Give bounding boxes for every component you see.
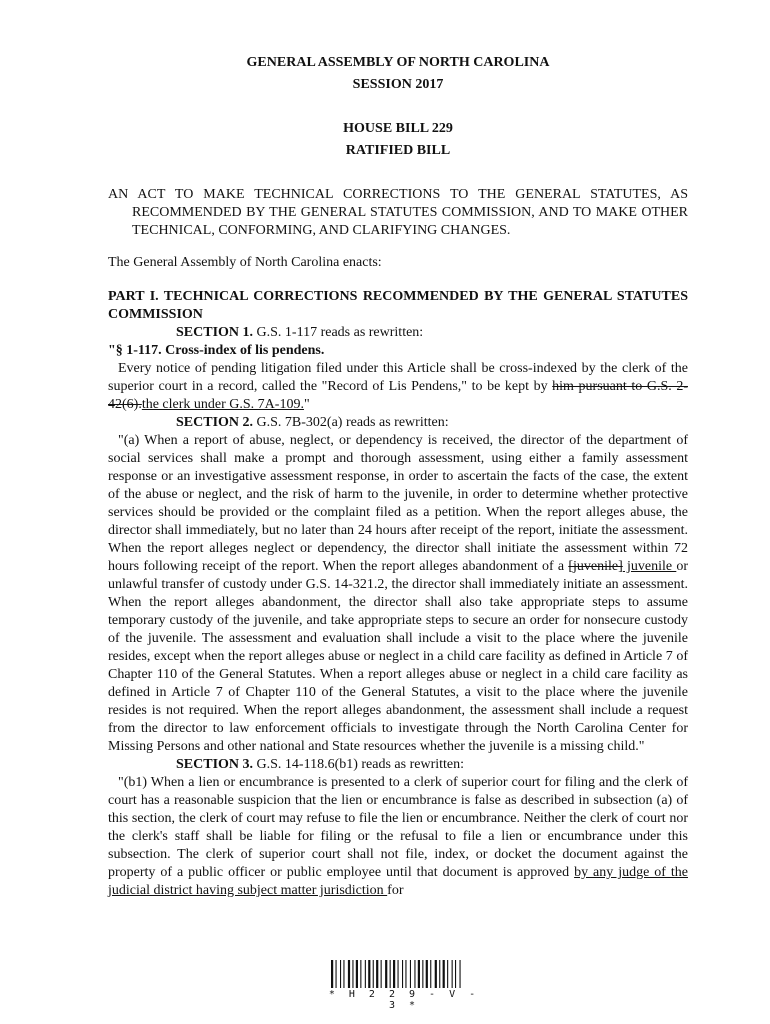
section-intro: G.S. 1-117 reads as rewritten: [253,325,424,340]
barcode-bar [376,960,378,988]
barcode-bar [373,960,374,988]
section-1-heading [108,324,688,342]
section-label: SECTION 1. [176,325,254,340]
barcode-bar [410,960,411,988]
barcode-image [331,960,477,988]
barcode-bar [398,960,399,988]
barcode-bar [426,960,428,988]
barcode-bar [352,960,353,988]
barcode-bar [422,960,423,988]
barcode-bar [443,960,445,988]
section-label: SECTION 3. [176,757,254,772]
bill-status: RATIFIED BILL [345,143,451,158]
bill-number: HOUSE BILL 229 [343,121,453,136]
barcode-bar [439,960,440,988]
barcode-bar [360,960,361,988]
barcode-bar [365,960,366,988]
section-2-body: "(a) When a report of abuse, neglect, or dependency is received, the director of the department of social services shall make a prompt and thorough assessment, using either a family assessment response or an investigative assessment response, in order to ascertain the facts of the case, the extent of the abuse or neglect, and the risk of harm to the juvenile, in order to determine whether protective services should be provided or the complaint filed as a petition. When the report alleges abuse, the director shall immediately, but no later than 24 hours after receipt of the report, initiate the assessment. When the report alleges neglect or dependency, the director shall initiate the assessment within 72 hours following receipt of the report. When the report alleges abandonment of a [juvenile] juvenile or unlawful transfer of custody under G.S. 14-321.2, the director shall immediately initiate an assessment. When the report alleges abandonment, the director shall also take appropriate steps to assume temporary custody of the juvenile, and take appropriate steps to secure an order for nonsecure custody of the juvenile. The assessment and evaluation shall include a visit to the place where the juvenile resides, except when the report alleges abuse or neglect in a child care facility as defined in Article 7 of Chapter 110 of the General Statutes. When a report alleges abuse or neglect in a child care facility as defined in Article 7 of Chapter 110 of the General Statutes, a visit to the place where the juvenile resides is not required. When the report alleges abandonment, the assessment shall include a request from the director to law enforcement officials to investigate through the North Carolina Center for Missing Persons and other national and State resources whether the juvenile is a missing child." [108,433,688,754]
barcode-bar [331,960,333,988]
section-label: SECTION 2. [176,415,254,430]
section-3-body: "(b1) When a lien or encumbrance is presented to a clerk of superior court for filing and the clerk of court has a reasonable suspicion that the lien or encumbrance is false as described in subsection (a) of this section, the clerk of court may refuse to file the lien or encumbrance. Neither the clerk of court nor the clerk's staff shall be liable for filing or the refusal to file a lien or encumbrance under this subsection. The clerk of superior court shall not file, index, or docket the document against the property of a public officer or public employee until that document is approved by any judge of the judicial district having subject matter jurisdiction for [108,775,688,898]
enacting-clause: The General Assembly of North Carolina enacts: [108,255,382,270]
barcode-bar [430,960,431,988]
struck-text: [juvenile] [568,559,623,574]
barcode-bar [385,960,387,988]
barcode-bar [455,960,456,988]
barcode-bar [343,960,344,988]
inserted-text: juvenile [622,559,677,574]
inserted-text: the clerk under G.S. 7A-109. [141,397,304,412]
inserted-text: by any judge of the judicial district having subject matter jurisdiction [108,865,688,898]
barcode-bar [368,960,370,988]
statute-catchline: "§ 1-117. Cross-index of lis pendens. [108,343,325,358]
assembly-title: GENERAL ASSEMBLY OF NORTH CAROLINA [246,55,550,70]
barcode-text: * H 2 2 9 - V - 3 * [328,989,480,1011]
barcode-bar [452,960,453,988]
bill-header [108,52,688,162]
barcode-bar [340,960,341,988]
barcode-bar [435,960,437,988]
barcode-bar [460,960,461,988]
barcode-bar [348,960,350,988]
barcode-bar [393,960,395,988]
barcode-bar [447,960,448,988]
barcode-bar [405,960,406,988]
struck-text: him pursuant to G.S. 2-42(6). [108,379,688,412]
section-intro: G.S. 14-118.6(b1) reads as rewritten: [253,757,465,772]
barcode-bar [356,960,358,988]
section-3-heading [108,756,688,774]
barcode-bar [390,960,391,988]
session-title: SESSION 2017 [352,77,444,92]
barcode-bar [414,960,415,988]
section-intro: G.S. 7B-302(a) reads as rewritten: [253,415,449,430]
act-title: AN ACT TO MAKE TECHNICAL CORRECTIONS TO THE GENERAL STATUTES, AS RECOMMENDED BY THE GENERAL STATUTES COMMISSION, AND TO MAKE OTHER TECHNICAL, CONFORMING, AND CLARIFYING CHANGES. [108,187,688,238]
part-heading: PART I. TECHNICAL CORRECTIONS RECOMMENDED BY THE GENERAL STATUTES COMMISSION [108,289,688,322]
barcode-bar [402,960,403,988]
section-1-body: Every notice of pending litigation filed under this Article shall be cross-indexed by the clerk of the superior court in a record, called the "Record of Lis Pendens," to be kept by him pursuant to G.S. 2-42(6).the clerk under G.S. 7A-109." [108,361,688,412]
barcode-bar [381,960,382,988]
barcode-bar [418,960,420,988]
section-2-heading [108,414,688,432]
barcode-bar [336,960,337,988]
bill-content [108,52,688,900]
